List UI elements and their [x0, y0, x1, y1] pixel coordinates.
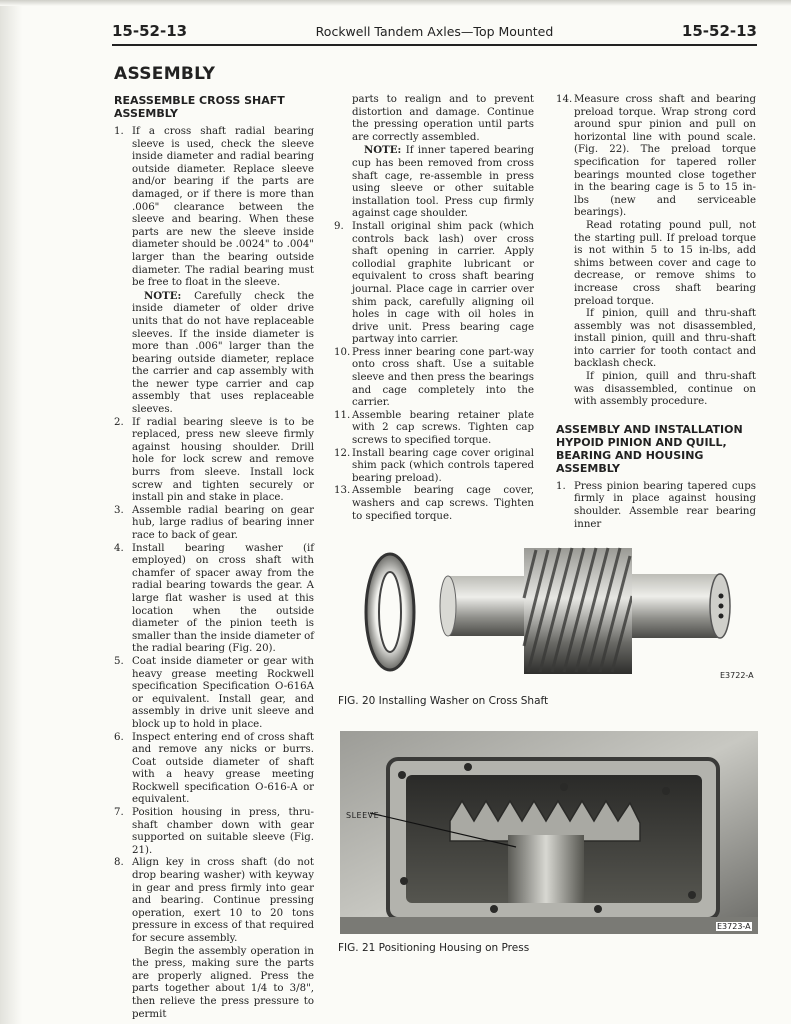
- step-number: 10.: [334, 346, 351, 358]
- page-top-shadow: [0, 0, 791, 6]
- column-3: [556, 94, 756, 531]
- note-label: NOTE:: [364, 144, 402, 157]
- step-3: [114, 505, 314, 543]
- step-12: [334, 448, 534, 486]
- column-2: [334, 94, 534, 523]
- note-label: NOTE:: [144, 289, 182, 302]
- step-text: Position housing in press, thru-shaft chamber down with gear supported on suitable sleeve (Fig. 21).: [132, 807, 314, 856]
- step-number: 14.: [556, 94, 573, 105]
- bolt-shape: [594, 905, 602, 913]
- section-title: ASSEMBLY: [114, 64, 216, 84]
- note-paragraph: [132, 290, 314, 417]
- step-4: [114, 543, 314, 656]
- page-edge-shadow: [0, 0, 22, 1024]
- continued-text: [334, 94, 534, 221]
- step-1: [114, 126, 314, 290]
- step-text: Measure cross shaft and bearing preload torque. Wrap strong cord around spur pinion and pull on horizontal line with pound scale. (Fig. 22). The preload torque specification for tapered roller bearings mounted close together in the bearing cage is 5 to 15 in-lbs (new and serviceable bearings).: [574, 94, 756, 219]
- sleeve-callout-label: SLEEVE: [346, 811, 380, 820]
- paragraph: Read rotating pound pull, not the starting pull. If preload torque is not within 5 to 15 in-lbs, add shims between cover and cage to decrease, or remove shims to increase cross shaft bearing preload torque.: [574, 219, 756, 307]
- step-number: 12.: [334, 447, 351, 459]
- step-text: Assemble bearing cage cover, washers and cap screws. Tighten to specified torque.: [352, 485, 534, 522]
- sleeve-shape: [508, 835, 584, 903]
- step-1-pinion: [556, 481, 756, 531]
- note-block-1: [114, 290, 314, 417]
- steps-list-1: [114, 126, 314, 1021]
- step-number: 7.: [114, 807, 124, 819]
- step-text: Align key in cross shaft (do not drop bearing washer) with keyway in gear and press firmly into gear and bearing. Continue pressing operation, exert 10 to 20 tons pressure in excess of that required for secure assembly.: [132, 857, 314, 944]
- step-text: Assemble bearing retainer plate with 2 cap screws. Tighten cap screws to specified torque.: [352, 409, 534, 447]
- step-number: 9.: [334, 220, 344, 232]
- bolt-shape: [400, 877, 408, 885]
- step-7: [114, 807, 314, 857]
- bolt-shape: [490, 905, 498, 913]
- step-11: [334, 410, 534, 448]
- steps-list-2: [334, 221, 534, 523]
- note-text: If inner tapered bearing cup has been removed from cross shaft cage, re-assemble in press using sleeve or other suitable installation tool. Press cup firmly against cage shoulder.: [352, 145, 534, 220]
- step-6: [114, 732, 314, 808]
- bolt-shape: [464, 763, 472, 771]
- step-14-continuation: [556, 220, 756, 409]
- step-text: Press pinion bearing tapered cups firmly in place against housing shoulder. Assemble rear bearing inner: [574, 480, 756, 530]
- step-8-continuation: [114, 946, 314, 1022]
- step-14: [556, 94, 756, 220]
- step-text: Install bearing cage cover original shim pack (which controls tapered bearing preload).: [352, 447, 534, 484]
- step-text: If radial bearing sleeve is to be replaced, press new sleeve firmly against housing shoulder. Drill hole for lock screw and remove burrs from sleeve. Install lock screw and tighten securely or install pin and stake in place.: [132, 416, 314, 504]
- column-1: [114, 94, 314, 1021]
- paragraph: parts to realign and to prevent distortion and damage. Continue the pressing operation until parts are correctly assembled.: [352, 94, 534, 143]
- page-number-right: 15-52-13: [681, 22, 757, 40]
- paragraph: Begin the assembly operation in the press, making sure the parts are properly aligned. Press the parts together about 1/4 to 3/8", then relieve the press pressure to permit: [132, 945, 314, 1020]
- step-number: 8.: [114, 857, 124, 869]
- step-text: Inspect entering end of cross shaft and remove any nicks or burrs. Coat outside diameter of shaft with a heavy grease meeting Rockwell specification O-616-A or equivalent.: [132, 731, 314, 806]
- page-number-left: 15-52-13: [112, 22, 188, 40]
- step-text: If a cross shaft radial bearing sleeve is used, check the sleeve inside diameter and radial bearing outside diameter. Replace sleeve and/or bearing if the parts are damaged, or if there is more than .006" clearance between the sleeve and bearing. When these parts are new the sleeve inside diameter should be .0024" to .004" larger than the bearing outside diameter. The radial bearing must be free to float in the sleeve.: [132, 126, 314, 289]
- step-9: [334, 221, 534, 347]
- page-header: [112, 22, 757, 46]
- figure-20-washer-and-shaft-photo: [356, 536, 758, 688]
- figure-21-code: E3723-A: [717, 922, 751, 931]
- figure-20-code: E3722-A: [720, 671, 754, 680]
- subheading-hypoid-pinion: ASSEMBLY AND INSTALLATION HYPOID PINION AND QUILL, BEARING AND HOUSING ASSEMBLY: [556, 422, 743, 475]
- step-5: [114, 656, 314, 732]
- step-text: Coat inside diameter or gear with heavy grease meeting Rockwell specification Specification O-616A or equivalent. Install gear, and assembly in drive unit sleeve and block up to hold in place.: [132, 655, 314, 730]
- step-number: 4.: [114, 542, 124, 554]
- step-2: [114, 417, 314, 505]
- running-title: Rockwell Tandem Axles—Top Mounted: [315, 24, 554, 39]
- step-number: 13.: [334, 485, 351, 497]
- figure-20-caption: FIG. 20 Installing Washer on Cross Shaft: [338, 695, 549, 707]
- step-number: 5.: [114, 655, 124, 667]
- step-text: Press inner bearing cone part-way onto cross shaft. Use a suitable sleeve and then press the bearings and cage completely into the carrier.: [352, 346, 534, 409]
- step-number: 11.: [334, 409, 351, 421]
- note-paragraph: [352, 144, 534, 221]
- step-10: [334, 347, 534, 410]
- bolt-shape: [560, 783, 568, 791]
- step-13: [334, 485, 534, 523]
- shaft-left-shape: [448, 576, 528, 636]
- bolt-shape: [662, 787, 670, 795]
- step-number: 1.: [114, 126, 124, 137]
- step-number: 2.: [114, 416, 124, 428]
- step-8: [114, 857, 314, 945]
- shaft-right-shape: [632, 574, 720, 638]
- figure-21-caption: FIG. 21 Positioning Housing on Press: [338, 942, 530, 954]
- step-number: 1.: [556, 480, 566, 492]
- step-text: Assemble radial bearing on gear hub, large radius of bearing inner race to back of gear.: [132, 504, 314, 541]
- step-text: Install original shim pack (which controls back lash) over cross shaft opening in carrier. Apply collodial graphite lubricant or equivalent to cross shaft bearing journal. Place cage in carrier over shim pack, carefully aligning oil holes in cage with oil holes in drive unit. Press bearing cage partway into carrier.: [352, 220, 534, 346]
- paragraph: If pinion, quill and thru-shaft assembly was not disassembled, install pinion, quill and thru-shaft into carrier for tooth contact and backlash check.: [574, 308, 756, 370]
- step-number: 3.: [114, 504, 124, 516]
- step-text: Install bearing washer (if employed) on cross shaft with chamfer of spacer away from the radial bearing towards the gear. A large flat washer is used at this location when the outside diameter of the pinion teeth is smaller than the inside diameter of the radial bearing (Fig. 20).: [132, 542, 314, 655]
- note-text: Carefully check the inside diameter of older drive units that do not have replaceable sleeves. If the inside diameter is more than .006" larger than the bearing outside diameter, replace the carrier and cap assembly with the newer type carrier and cap assembly that uses replaceable sleeves.: [132, 290, 314, 416]
- subheading-reassemble-cross-shaft: REASSEMBLE CROSS SHAFT ASSEMBLY: [114, 94, 285, 120]
- bolt-shape: [398, 771, 406, 779]
- bolt-shape: [688, 891, 696, 899]
- step-number: 6.: [114, 731, 124, 743]
- paragraph: If pinion, quill and thru-shaft was disassembled, continue on with assembly procedure.: [574, 371, 756, 408]
- figure-21-housing-on-press-photo: [340, 731, 758, 934]
